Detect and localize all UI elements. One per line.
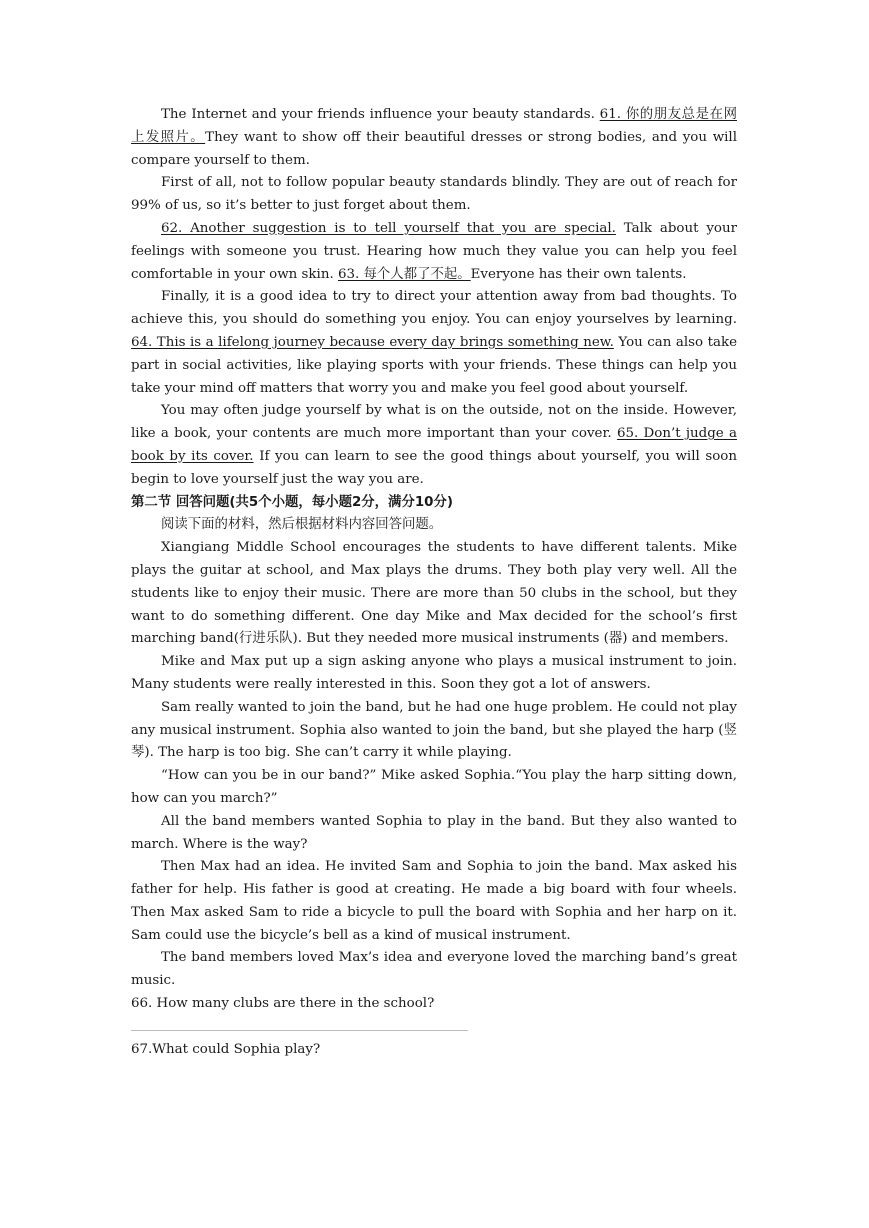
paragraph-2: First of all, not to follow popular beauty standards blindly. They are out of reach for 99% of us, so it’s better to just forget about them. xyxy=(131,175,737,214)
text: Talk about your feelings with someone you trust. Hearing how much they value you can help you feel comfortable in your own skin. xyxy=(131,220,737,282)
text: Finally, it is a good idea to try to direct your attention away from bad thoughts. To achieve this, you should do something you enjoy. You can enjoy yourselves by learning. xyxy=(131,289,737,328)
document-page xyxy=(131,104,737,1062)
story-paragraph: Sam really wanted to join the band, but he had one huge problem. He could not play any musical instrument. Sophia also wanted to join the band, but she played the harp (竖琴). The harp is too big. She can’t carry it while playing. xyxy=(131,699,737,761)
paragraph-4 xyxy=(131,286,737,400)
text: Everyone has their own talents. xyxy=(470,266,687,282)
text: The Internet and your friends influence your beauty standards. xyxy=(161,107,600,122)
paragraph-5 xyxy=(131,400,737,491)
paragraph-3 xyxy=(131,218,737,286)
blank-65: 65. Don’t judge a book by its cover. xyxy=(131,426,738,464)
blank-62: 62. Another suggestion is to tell yourself that you are special. xyxy=(161,220,616,236)
text: You may often judge yourself by what is on the outside, not on the inside. However, like a book, your contents are much more important than your cover. xyxy=(131,403,737,442)
story-paragraph: Then Max had an idea. He invited Sam and Sophia to join the band. Max asked his father for help. His father is good at creating. He made a big board with four wheels. Then Max asked Sam to ride a bicycle to pull the board with Sophia and her harp on it. Sam could use the bicycle’s bell as a kind of musical instrument. xyxy=(131,859,737,943)
paragraph-1 xyxy=(131,104,737,172)
text: If you can learn to see the good things about yourself, you will soon begin to love yourself just the way you are. xyxy=(131,448,737,487)
instruction: 阅读下面的材料，然后根据材料内容回答问题。 xyxy=(161,517,443,533)
story-paragraph: “How can you be in our band?” Mike asked Sophia.“You play the harp sitting down, how can you march?” xyxy=(131,768,737,806)
blank-64: 64. This is a lifelong journey because every day brings something new. xyxy=(131,334,614,350)
story-paragraph: The band members loved Max’s idea and everyone loved the marching band’s great music. xyxy=(131,950,737,989)
story-paragraph: All the band members wanted Sophia to play in the band. But they also wanted to march. Where is the way? xyxy=(131,813,737,852)
story-paragraph: Mike and Max put up a sign asking anyone who plays a musical instrument to join. Many students were really interested in this. Soon they got a lot of answers. xyxy=(131,654,737,692)
question-67: 67.What could Sophia play? xyxy=(131,1041,321,1057)
text: They want to show off their beautiful dresses or strong bodies, and you will compare yourself to them. xyxy=(131,129,737,168)
section-heading: 第二节 回答问题(共5个小题，每小题2分，满分10分) xyxy=(131,494,453,510)
blank-61: 61. 你的朋友总是在网上发照片。 xyxy=(131,107,737,145)
question-66: 66. How many clubs are there in the school? xyxy=(131,996,435,1012)
text: You can also take part in social activities, like playing sports with your friends. These things can help you take your mind off matters that worry you and make you feel good about yourself. xyxy=(131,334,737,396)
story-paragraph: Xiangiang Middle School encourages the students to have different talents. Mike plays the guitar at school, and Max plays the drums. They both play very well. All the students like to enjoy their music. There are more than 50 clubs in the school, but they want to do something different. One day Mike and Max decided for the school’s first marching band(行进乐队). But they needed more musical instruments (器) and members. xyxy=(131,540,737,647)
blank-63: 63. 每个人都了不起。 xyxy=(337,266,471,282)
answer-line-66[interactable] xyxy=(131,1016,468,1031)
